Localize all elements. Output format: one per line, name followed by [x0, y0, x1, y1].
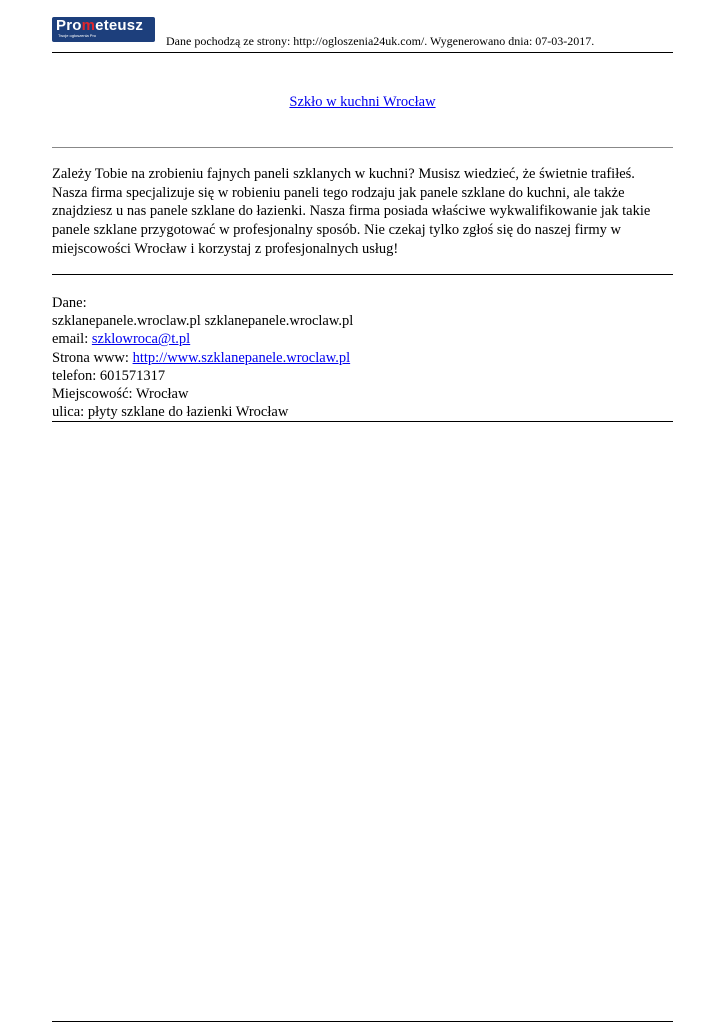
logo-wordmark: Prometeusz	[56, 17, 144, 34]
title-divider	[52, 147, 673, 148]
street-row: ulica: płyty szklane do łazienki Wrocław	[52, 404, 289, 421]
details-divider	[52, 421, 673, 422]
description-divider	[52, 274, 673, 275]
source-info: Dane pochodzą ze strony: http://ogloszenia24uk.com/. Wygenerowano dnia: 07-03-2017.	[166, 34, 595, 48]
header-divider	[52, 52, 673, 53]
page-title	[52, 94, 673, 111]
website-row	[52, 349, 673, 367]
email-row	[52, 330, 673, 348]
contact-details	[52, 294, 673, 421]
email-label: email:	[52, 331, 92, 348]
logo-subtitle: Twoje ogłoszenia Pro	[58, 33, 97, 38]
ad-description: Zależy Tobie na zrobieniu fajnych paneli szklanych w kuchni? Musisz wiedzieć, że świetnie trafiłeś. Nasza firma specjalizuje się w robieniu paneli tego rodzaju jak panele szklane do kuchni, ale także znajdziesz u nas panele szklane do łazienki. Nasza firma posiada właściwe wykwalifikowanie jak takie panele szklane przygotować w profesjonalny sposób. Nie czekaj tylko zgłoś się do naszej firmy w miejscowości Wrocław i korzystaj z profesjonalnych usług!	[52, 166, 651, 257]
email-link[interactable]: szklowroca@t.pl	[91, 331, 191, 348]
footer-divider	[52, 1021, 673, 1022]
prometeusz-logo	[52, 17, 155, 42]
website-link[interactable]: http://www.szklanepanele.wroclaw.pl	[132, 349, 351, 366]
details-heading: Dane:	[52, 295, 87, 311]
phone-row: telefon: 601571317	[52, 367, 166, 384]
website-label: Strona www:	[52, 349, 133, 366]
title-link[interactable]: Szkło w kuchni Wrocław	[289, 94, 436, 110]
company-name: szklanepanele.wroclaw.pl szklanepanele.wroclaw.pl	[52, 313, 354, 330]
city-row: Miejscowość: Wrocław	[52, 386, 189, 403]
